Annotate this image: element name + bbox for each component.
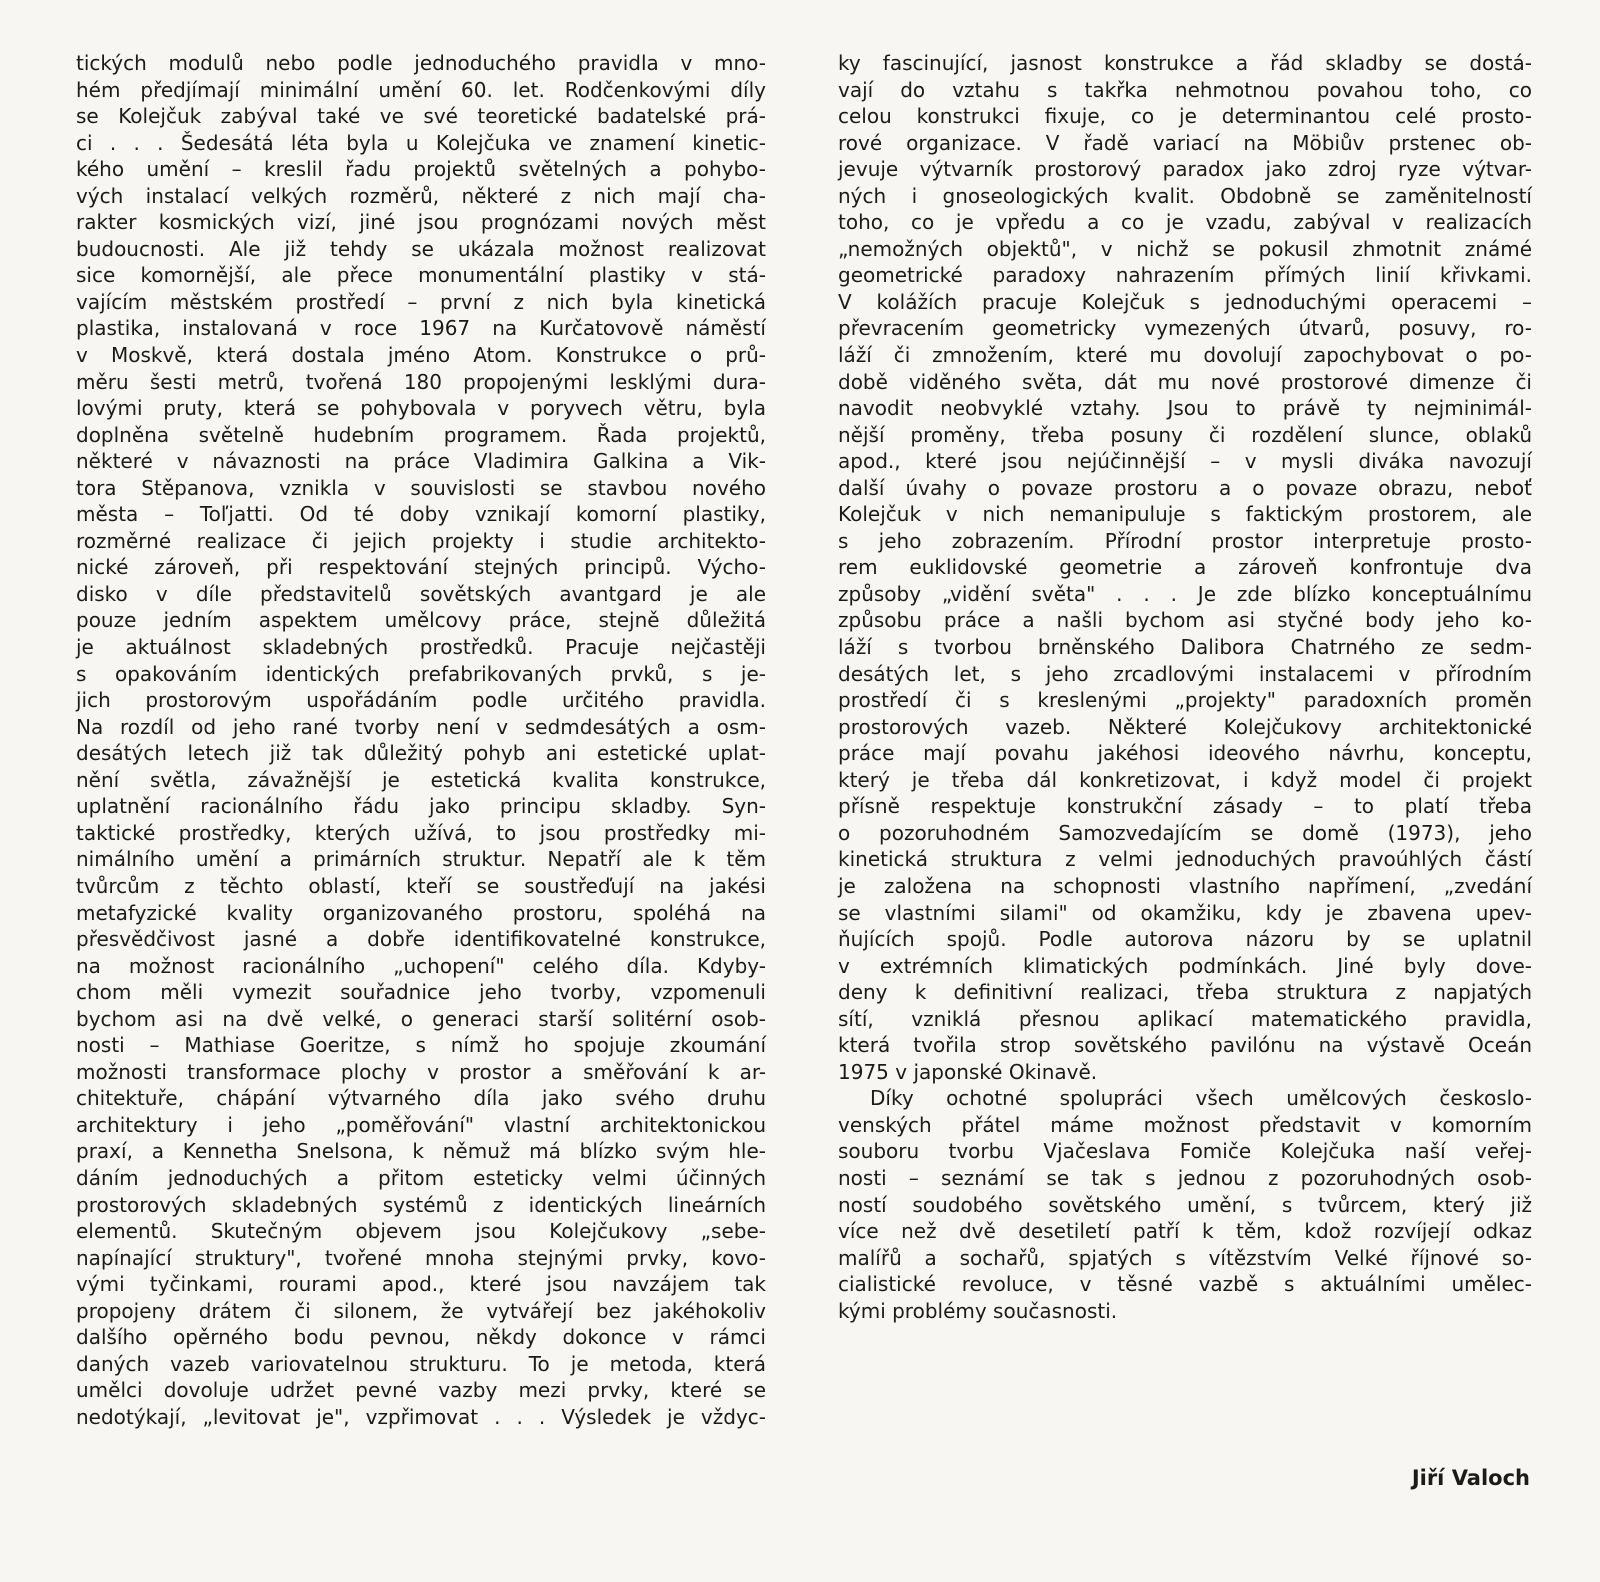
text-line: Kolejčuk v nich nemanipuluje s faktickým prostorem, ale [838, 502, 1532, 527]
text-line: desátých let, s jeho zrcadlovými instalacemi v přírodním [838, 661, 1532, 686]
text-line: vají do vztahu s takřka nehmotnou povahou toho, co [838, 77, 1532, 102]
text-line: praxí, a Kennetha Snelsona, k němuž má blízko svým hle- [76, 1139, 766, 1164]
text-line: nické zároveň, při respektování stejných principů. Výcho- [76, 555, 766, 580]
text-line: vajícím městském prostředí – první z nich byla kinetická [76, 289, 766, 314]
text-line: tických modulů nebo podle jednoduchého pravidla v mno- [76, 51, 766, 75]
text-line: budoucnosti. Ale již tehdy se ukázala možnost realizovat [76, 236, 766, 261]
text-line: přísně respektuje konstrukční zásady – to platí třeba [838, 794, 1532, 819]
text-line: nosti – seznámí se tak s jednou z pozoruhodných osob- [838, 1165, 1532, 1190]
text-line: je aktuálnost skladebných prostředků. Pracuje nejčastěji [76, 635, 766, 660]
text-line: daných vazeb variovatelnou strukturu. To je metoda, která [76, 1351, 766, 1376]
text-line: nedotýkají, „levitovat je", vzpřimovat . . . Výsledek je vždyc- [76, 1404, 766, 1429]
text-line: toho, co je vpředu a co je vzadu, zabýval v realizacích [838, 210, 1532, 235]
text-line: kinetická struktura z velmi jednoduchých pravoúhlých částí [838, 847, 1532, 872]
text-line: taktické prostředky, kterých užívá, to jsou prostředky mi- [76, 820, 766, 845]
text-line: o pozoruhodném Samozvedajícím se domě (1973), jeho [838, 820, 1532, 845]
text-line: tvůrcům z těchto oblastí, kteří se soustřeďují na jakési [76, 873, 766, 898]
text-line: ky fascinující, jasnost konstrukce a řád skladby se dostá- [838, 51, 1532, 75]
text-line: který je třeba dál konkretizovat, i když model či projekt [838, 767, 1532, 792]
text-line: disko v díle představitelů sovětských avantgard je ale [76, 581, 766, 606]
text-line: v extrémních klimatických podmínkách. Jiné byly dove- [838, 953, 1532, 978]
text-line: hém předjímají minimální umění 60. let. Rodčenkovými díly [76, 77, 766, 102]
text-line: venských přátel máme možnost představit v komorním [838, 1112, 1532, 1137]
text-line: napínající struktury", tvořené mnoha stejnými prvky, kovo- [76, 1245, 766, 1270]
text-line: láží či zmnožením, které mu dovolují zapochybovat o po- [838, 343, 1532, 368]
text-line: rozměrné realizace či jejich projekty i studie architekto- [76, 528, 766, 553]
text-line: vých instalací velkých rozměrů, některé z nich mají cha- [76, 183, 766, 208]
text-line: geometrické paradoxy nahrazením přímých linií křivkami. [838, 263, 1532, 288]
text-line: V kolážích pracuje Kolejčuk s jednoduchými operacemi – [838, 289, 1532, 314]
text-line: architektury i jeho „poměřování" vlastní architektonickou [76, 1112, 766, 1137]
text-line: na možnost racionálního „uchopení" celého díla. Kdyby- [76, 953, 766, 978]
text-line: která tvořila strop sovětského pavilónu na výstavě Oceán [838, 1033, 1532, 1058]
text-line: měru šesti metrů, tvořená 180 propojenými lesklými dura- [76, 369, 766, 394]
text-line: navodit neobvyklé vztahy. Jsou to právě ty nejminimál- [838, 396, 1532, 421]
text-line: malířů a sochařů, spjatých s vítězstvím Velké říjnové so- [838, 1245, 1532, 1270]
text-line: nější proměny, třeba posuny či rozdělení slunce, oblaků [838, 422, 1532, 447]
text-line: „nemožných objektů", v nichž se pokusil zhmotnit známé [838, 236, 1532, 261]
text-line: více než dvě desetiletí patří k těm, kdož rozvíjejí odkaz [838, 1219, 1532, 1244]
text-line: prostorových skladebných systémů z identických lineárních [76, 1192, 766, 1217]
text-line: vými tyčinkami, rourami apod., které jsou navzájem tak [76, 1272, 766, 1297]
text-line: nosti – Mathiase Goeritze, s nímž ho spojuje zkoumání [76, 1033, 766, 1058]
text-line: chom měli vymezit souřadnice jeho tvorby, vzpomenuli [76, 980, 766, 1005]
text-line: souboru tvorbu Vjačeslava Fomiče Kolejčuka naší veřej- [838, 1139, 1532, 1164]
text-line: apod., které jsou nejúčinnější – v mysli diváka navozují [838, 449, 1532, 474]
text-line: ci . . . Šedesátá léta byla u Kolejčuka ve znamení kinetic- [76, 130, 766, 155]
text-line: prostorových vazeb. Některé Kolejčukovy architektonické [838, 714, 1532, 739]
text-line: kého umění – kreslil řadu projektů světelných a pohybo- [76, 157, 766, 182]
text-line: ňujících spojů. Podle autorova názoru by se uplatnil [838, 927, 1532, 952]
text-line: deny k definitivní realizaci, třeba struktura z napjatých [838, 980, 1532, 1005]
text-line: jevuje výtvarník prostorový paradox jako zdroj ryze výtvar- [838, 157, 1532, 182]
text-line: lovými pruty, která se pohybovala v poryvech větru, byla [76, 396, 766, 421]
right-text-column [838, 50, 1532, 1324]
text-line: propojeny drátem či silonem, že vytvářejí bez jakéhokoliv [76, 1298, 766, 1323]
text-line: jich prostorovým uspořádáním podle určitého pravidla. [76, 688, 766, 713]
text-line: nimálního umění a primárních struktur. Nepatří ale k těm [76, 847, 766, 872]
text-line: dáním jednoduchých a přitom esteticky velmi účinných [76, 1165, 766, 1190]
text-line: práce mají povahu jakéhosi ideového návrhu, konceptu, [838, 741, 1532, 766]
text-line: způsobu práce a našli bychom asi styčné body jeho ko- [838, 608, 1532, 633]
author-signature: Jiří Valoch [1411, 1466, 1530, 1490]
text-line: desátých letech již tak důležitý pohyb ani estetické uplat- [76, 741, 766, 766]
text-line: kými problémy současnosti. [838, 1298, 1118, 1323]
text-line: celou konstrukci fixuje, co je determinantou celé prosto- [838, 104, 1532, 129]
text-line: možnosti transformace plochy v prostor a směřování k ar- [76, 1059, 766, 1084]
text-line: se vlastními silami" od okamžiku, kdy je zbavena upev- [838, 900, 1532, 925]
text-line: s jeho zobrazením. Přírodní prostor interpretuje prosto- [838, 528, 1532, 553]
text-line: pouze jedním aspektem umělcovy práce, stejně důležitá [76, 608, 766, 633]
text-line: v Moskvě, která dostala jméno Atom. Konstrukce o prů- [76, 343, 766, 368]
left-text-column [76, 50, 766, 1430]
text-line: umělci dovoluje udržet pevné vazby mezi prvky, které se [76, 1378, 766, 1403]
text-line: nění světla, závažnější je estetická kvalita konstrukce, [76, 767, 766, 792]
text-line: tora Stěpanova, vznikla v souvislosti se stavbou nového [76, 475, 766, 500]
text-line: přesvědčivost jasné a dobře identifikovatelné konstrukce, [76, 927, 766, 952]
text-line: 1975 v japonské Okinavě. [838, 1059, 1098, 1084]
text-line: se Kolejčuk zabýval také ve své teoretické badatelské prá- [76, 104, 766, 129]
text-line: Na rozdíl od jeho rané tvorby není v sedmdesátých a osm- [76, 714, 766, 739]
text-line: rové organizace. V řadě variací na Möbiův prstenec ob- [838, 130, 1532, 155]
text-line: způsoby „vidění světa" . . . Je zde blízko konceptuálnímu [838, 581, 1532, 606]
text-line: doplněna světelně hudebním programem. Řada projektů, [76, 422, 766, 447]
text-line: Díky ochotné spolupráci všech umělcových českoslo- [870, 1086, 1532, 1111]
text-line: další úvahy o povaze prostoru a o povaze obrazu, neboť [838, 475, 1532, 500]
text-line: s opakováním identických prefabrikovaných prvků, s je- [76, 661, 766, 686]
text-line: elementů. Skutečným objevem jsou Kolejčukovy „sebe- [76, 1219, 766, 1244]
text-line: prostředí či s kreslenými „projekty" paradoxních proměn [838, 688, 1532, 713]
text-line: je založena na schopnosti vlastního napřímení, „zvedání [838, 873, 1532, 898]
text-line: bychom asi na dvě velké, o generaci starší solitérní osob- [76, 1006, 766, 1031]
text-line: cialistické revoluce, v těsné vazbě s aktuálními umělec- [838, 1272, 1532, 1297]
text-line: sice komornější, ale přece monumentální plastiky v stá- [76, 263, 766, 288]
text-line: uplatnění racionálního řádu jako principu skladby. Syn- [76, 794, 766, 819]
text-line: převracením geometricky vymezených útvarů, posuvy, ro- [838, 316, 1532, 341]
text-line: rem euklidovské geometrie a zároveň konfrontuje dva [838, 555, 1532, 580]
text-line: chitektuře, chápání výtvarného díla jako svého druhu [76, 1086, 766, 1111]
text-line: době viděného světa, dát mu nové prostorové dimenze či [838, 369, 1532, 394]
text-line: láží s tvorbou brněnského Dalibora Chatrného ze sedm- [838, 635, 1532, 660]
text-line: metafyzické kvality organizovaného prostoru, spoléhá na [76, 900, 766, 925]
text-line: města – Toľjatti. Od té doby vznikají komorní plastiky, [76, 502, 766, 527]
text-line: plastika, instalovaná v roce 1967 na Kurčatovově náměstí [76, 316, 766, 341]
text-line: ností soudobého sovětského umění, s tvůrcem, který již [838, 1192, 1532, 1217]
text-line: dalšího opěrného bodu pevnou, někdy dokonce v rámci [76, 1325, 766, 1350]
text-line: některé v návaznosti na práce Vladimira Galkina a Vik- [76, 449, 766, 474]
text-line: ných i gnoseologických kvalit. Obdobně se zaměnitelností [838, 183, 1532, 208]
text-line: rakter kosmických vizí, jiné jsou prognózami nových měst [76, 210, 766, 235]
text-line: sítí, vzniklá přesnou aplikací matematického pravidla, [838, 1006, 1532, 1031]
